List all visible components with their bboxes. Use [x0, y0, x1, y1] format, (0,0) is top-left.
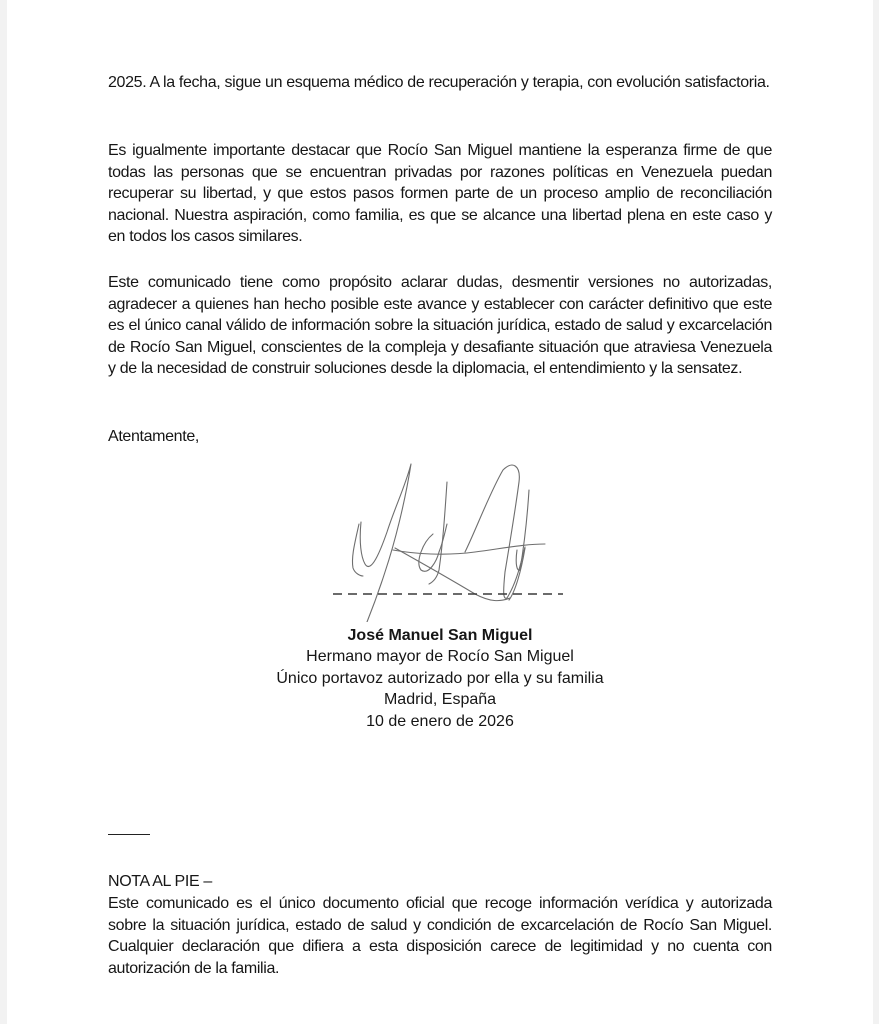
signature-location: Madrid, España [383, 691, 497, 709]
signatory-name: José Manuel San Miguel [347, 627, 533, 644]
document-page [7, 0, 873, 1024]
signatory-authorization: Único portavoz autorizado por ella y su familia [276, 669, 604, 687]
paragraph-recovery-status: 2025. A la fecha, sigue un esquema médico de recuperación y terapia, con evolución satisfactoria. [108, 74, 770, 91]
signature-date: 10 de enero de 2026 [366, 712, 514, 730]
footnote-divider [108, 834, 150, 835]
footnote-body: Este comunicado es el único documento oficial que recoge información verídica y autorizada sobre la situación jurídica, estado de salud y condición de excarcelación de Rocío San Miguel. Cualquier declaración que difiera a esta disposición carece de legitimidad y no cuenta con autorización de la familia. [108, 895, 772, 977]
handwritten-signature-icon [325, 452, 575, 622]
paragraph-hope-for-freedom: Es igualmente importante destacar que Rocío San Miguel mantiene la esperanza firme de que todas las personas que se encuentran privadas por razones políticas en Venezuela puedan recuperar su libertad, y que estos pasos formen parte de un proceso amplio de reconciliación nacional. Nuestra aspiración, como familia, es que se alcance una libertad plena en este caso y en todos los casos similares. [108, 142, 772, 246]
footnote-heading: NOTA AL PIE – [108, 873, 212, 890]
signatory-role: Hermano mayor de Rocío San Miguel [306, 648, 574, 666]
signature-block [207, 625, 673, 732]
closing-salutation: Atentamente, [108, 428, 199, 445]
paragraph-statement-purpose: Este comunicado tiene como propósito aclarar dudas, desmentir versiones no autorizadas, agradecer a quienes han hecho posible este avance y establecer con carácter definitivo que este es el único canal válido de información sobre la situación jurídica, estado de salud y excarcelación de Rocío San Miguel, conscientes de la compleja y desafiante situación que atraviesa Venezuela y de la necesidad de construir soluciones desde la diplomacia, el entendimiento y la sensatez. [108, 274, 772, 378]
